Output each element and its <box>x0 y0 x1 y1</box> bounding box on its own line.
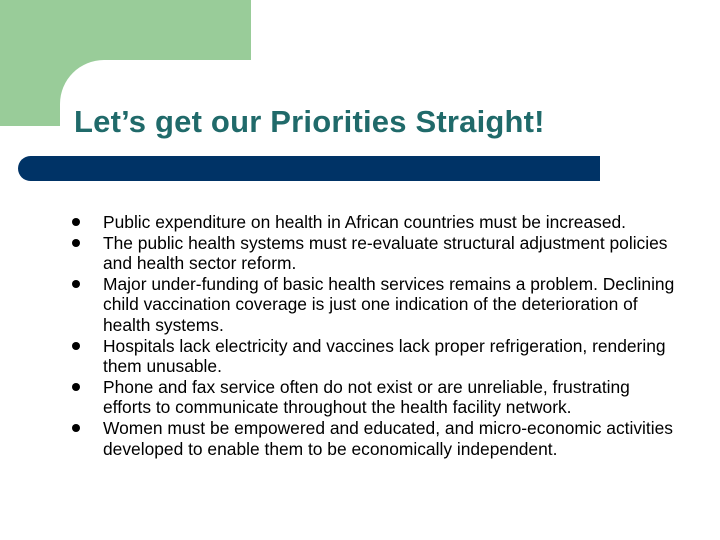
bullet-dot-icon <box>72 383 80 391</box>
bullet-item <box>72 212 682 233</box>
bullet-item <box>72 336 682 377</box>
title-divider-bar <box>18 156 600 181</box>
bullet-text: Public expenditure on health in African countries must be increased. <box>103 212 626 232</box>
bullet-text: Women must be empowered and educated, and micro-economic activities developed to enable them to be economically independent. <box>103 417 673 459</box>
bullet-item <box>72 377 682 418</box>
bullet-list <box>72 212 682 459</box>
bullet-text: Hospitals lack electricity and vaccines lack proper refrigeration, rendering them unusable. <box>103 335 666 377</box>
slide-title: Let’s get our Priorities Straight! <box>74 104 545 139</box>
bullet-dot-icon <box>72 280 80 288</box>
bullet-dot-icon <box>72 239 80 247</box>
bullet-dot-icon <box>72 424 80 432</box>
bullet-dot-icon <box>72 218 80 226</box>
bullet-item <box>72 233 682 274</box>
bullet-item <box>72 274 682 336</box>
bullet-text: Phone and fax service often do not exist or are unreliable, frustrating efforts to communicate throughout the health facility network. <box>103 376 630 418</box>
bullet-item <box>72 418 682 459</box>
bullet-text: Major under-funding of basic health services remains a problem. Declining child vaccination coverage is just one indication of the deterioration of health systems. <box>103 273 675 335</box>
bullet-dot-icon <box>72 342 80 350</box>
bullet-text: The public health systems must re-evaluate structural adjustment policies and health sector reform. <box>103 232 668 274</box>
